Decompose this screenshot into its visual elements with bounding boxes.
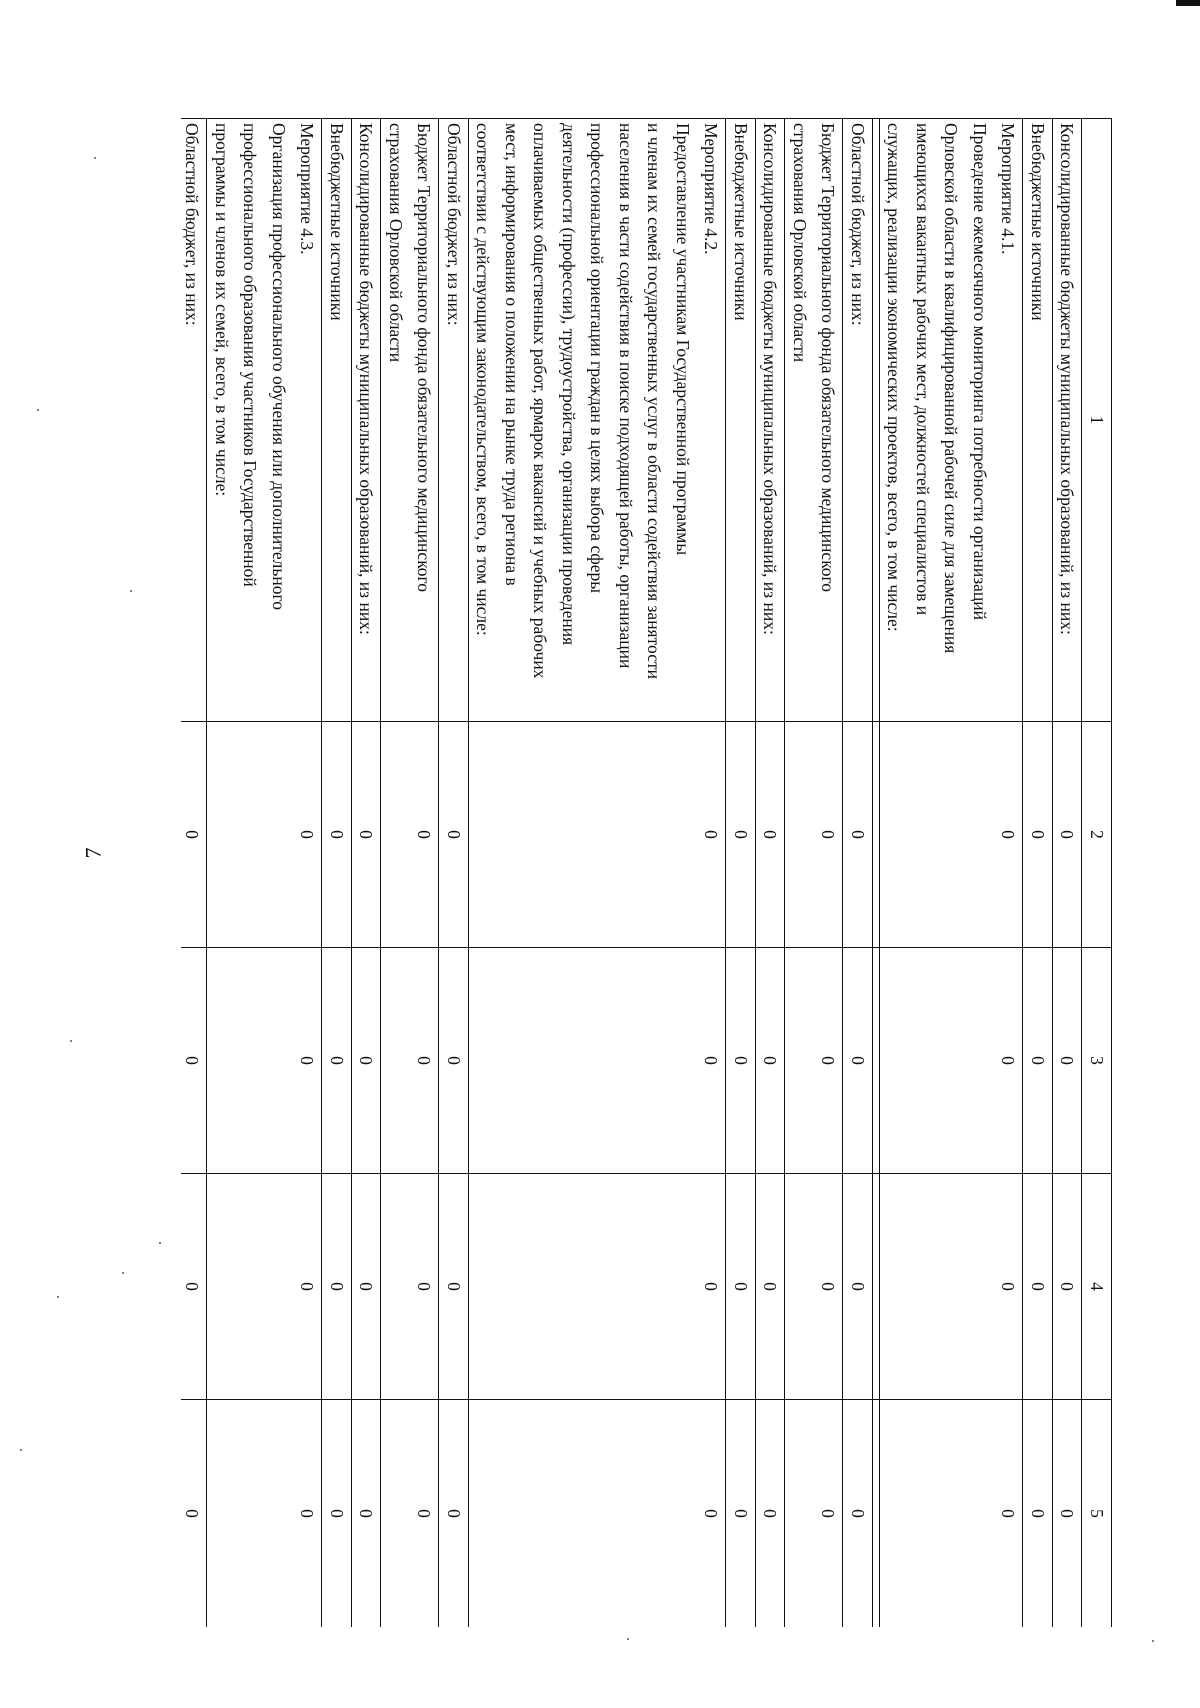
value-cell: 0: [1053, 948, 1083, 1174]
value-cell: 0: [439, 722, 469, 948]
value-cell: 0: [1023, 948, 1053, 1174]
value-cell: 0: [880, 1174, 1024, 1400]
value-cell: 0: [1053, 722, 1083, 948]
page-number: 7: [80, 847, 106, 859]
row-label-cell: [381, 119, 439, 722]
row-label-line: страхования Орловской области: [790, 123, 810, 363]
value-cell: 0: [207, 722, 322, 948]
value-cell: 0: [785, 948, 843, 1174]
gap-cell: [873, 948, 880, 1174]
value-cell: 0: [726, 948, 756, 1174]
row-label-line: Бюджет Территориального фонда обязательного медицинского: [414, 123, 435, 593]
scan-speck: [159, 1242, 161, 1244]
column-header: 1: [1082, 119, 1112, 722]
value-cell: 0: [469, 722, 727, 948]
column-header: 3: [1082, 948, 1112, 1174]
table-row: [880, 119, 1024, 1628]
value-cell: 0: [381, 1174, 439, 1400]
row-label-cell: [843, 119, 873, 722]
row-label-line: Мероприятие 4.3.: [297, 123, 318, 255]
row-label-line: Орловской области в квалифицированной рабочей силе для замещения: [941, 123, 962, 654]
row-label-cell: [1023, 119, 1053, 722]
row-label-cell: [785, 119, 843, 722]
table-row: [1023, 119, 1053, 1628]
row-label-line: Областной бюджет, из них:: [182, 123, 203, 326]
value-cell: 0: [181, 1400, 207, 1628]
row-label-cell: [726, 119, 756, 722]
value-cell: 0: [843, 722, 873, 948]
row-label-line: мест, информирования о положении на рынке труда региона в: [502, 123, 522, 586]
scan-speck: [20, 1449, 22, 1451]
value-cell: 0: [880, 1400, 1024, 1628]
table-row: [322, 119, 352, 1628]
value-cell: 0: [880, 722, 1024, 948]
value-cell: 0: [381, 1400, 439, 1628]
column-header: 5: [1082, 1400, 1112, 1628]
table-body: [181, 119, 1112, 1628]
table-row: [843, 119, 873, 1628]
scan-speck: [627, 1638, 629, 1640]
value-cell: 0: [843, 1174, 873, 1400]
table-row: [469, 119, 727, 1628]
value-cell: 0: [322, 948, 352, 1174]
value-cell: 0: [352, 1174, 382, 1400]
row-label-line: Внебюджетные источники: [1028, 123, 1048, 321]
row-label-cell: [322, 119, 352, 722]
value-cell: 0: [322, 1400, 352, 1628]
value-cell: 0: [756, 722, 786, 948]
value-cell: 0: [1023, 1400, 1053, 1628]
row-label-cell: [352, 119, 382, 722]
funding-table: [181, 118, 1112, 1627]
value-cell: 0: [181, 1174, 207, 1400]
rotated-table: [181, 118, 1112, 1627]
row-label-line: оплачиваемых общественных работ, ярмарок вакансий и учебных рабочих: [530, 123, 551, 679]
value-cell: 0: [352, 948, 382, 1174]
row-label-line: Консолидированные бюджеты муниципальных образований, из них:: [760, 123, 781, 635]
value-cell: 0: [352, 722, 382, 948]
value-cell: 0: [785, 1174, 843, 1400]
table-row: [207, 119, 322, 1628]
value-cell: 0: [469, 1400, 727, 1628]
scan-corner-mark: [1176, 0, 1200, 6]
value-cell: 0: [181, 948, 207, 1174]
value-cell: 0: [726, 1400, 756, 1628]
row-label-line: соответствии с действующим законодательством, всего, в том числе:: [473, 123, 494, 636]
row-label-line: деятельности (профессии), трудоустройства, организации проведения: [559, 123, 579, 646]
value-cell: 0: [381, 722, 439, 948]
value-cell: 0: [469, 948, 727, 1174]
row-label-line: Мероприятие 4.2.: [701, 123, 722, 255]
table-row: [785, 119, 843, 1628]
gap-cell: [873, 1174, 880, 1400]
row-label-line: Проведение ежемесячного мониторинга потребности организаций: [970, 123, 990, 620]
table-row: [381, 119, 439, 1628]
row-label-line: Консолидированные бюджеты муниципальных образований, из них:: [1057, 123, 1078, 635]
row-label-cell: [880, 119, 1024, 722]
row-label-cell: [181, 119, 207, 722]
row-label-line: Мероприятие 4.1.: [998, 123, 1019, 255]
value-cell: 0: [469, 1174, 727, 1400]
value-cell: 0: [352, 1400, 382, 1628]
gap-cell: [873, 1400, 880, 1628]
gap-cell: [873, 722, 880, 948]
row-label-cell: [756, 119, 786, 722]
value-cell: 0: [207, 1400, 322, 1628]
value-cell: 0: [880, 948, 1024, 1174]
row-label-cell: [1053, 119, 1083, 722]
table-row: [439, 119, 469, 1628]
row-label-line: имеющихся вакантных рабочих мест, должностей специалистов и: [913, 123, 933, 616]
scan-speck: [1152, 1640, 1154, 1642]
row-label-line: Внебюджетные источники: [327, 123, 347, 321]
row-label-line: и членам их семей государственных услуг в области содействия занятости: [644, 123, 665, 679]
row-label-line: Консолидированные бюджеты муниципальных образований, из них:: [356, 123, 377, 635]
table-header-row: [1082, 119, 1112, 1628]
value-cell: 0: [785, 1400, 843, 1628]
row-label-cell: [207, 119, 322, 722]
row-label-line: служащих, реализации экономических проектов, всего, в том числе:: [884, 123, 905, 632]
value-cell: 0: [1023, 722, 1053, 948]
scan-speck: [94, 157, 96, 159]
row-label-line: профессионального образования участников Государственной: [240, 123, 261, 587]
row-label-line: Организация профессионального обучения или дополнительного: [269, 123, 289, 610]
value-cell: 0: [322, 1174, 352, 1400]
value-cell: 0: [756, 1400, 786, 1628]
gap-cell: [873, 119, 880, 722]
scan-speck: [130, 590, 132, 592]
value-cell: 0: [1023, 1174, 1053, 1400]
value-cell: 0: [726, 1174, 756, 1400]
value-cell: 0: [1053, 1400, 1083, 1628]
scan-speck: [122, 1272, 124, 1274]
row-label-line: Областной бюджет, из них:: [848, 123, 868, 326]
row-label-cell: [469, 119, 727, 722]
row-label-line: Бюджет Территориального фонда обязательного медицинского: [818, 123, 839, 593]
table-row: [1053, 119, 1083, 1628]
table-gap-row: [873, 119, 880, 1628]
table-container: [181, 118, 1112, 1627]
value-cell: 0: [726, 722, 756, 948]
value-cell: 0: [439, 1400, 469, 1628]
scan-speck: [37, 409, 39, 411]
value-cell: 0: [322, 722, 352, 948]
value-cell: 0: [181, 722, 207, 948]
value-cell: 0: [381, 948, 439, 1174]
row-label-line: профессиональной ориентации граждан в целях выбора сферы: [587, 123, 608, 594]
row-label-line: страхования Орловской области: [386, 123, 406, 363]
row-label-line: Областной бюджет, из них:: [444, 123, 464, 326]
scan-speck: [70, 1040, 72, 1042]
value-cell: 0: [843, 948, 873, 1174]
table-row: [181, 119, 207, 1628]
value-cell: 0: [843, 1400, 873, 1628]
value-cell: 0: [1053, 1174, 1083, 1400]
value-cell: 0: [756, 1174, 786, 1400]
value-cell: 0: [207, 1174, 322, 1400]
row-label-cell: [439, 119, 469, 722]
row-label-line: населения в части содействия в поиске подходящей работы, организации: [616, 123, 636, 669]
row-label-line: Предоставление участникам Государственной программы: [673, 123, 693, 556]
row-label-line: программы и членов их семей, всего, в том числе:: [212, 123, 232, 497]
scan-speck: [57, 1296, 59, 1298]
table-row: [726, 119, 756, 1628]
column-header: 2: [1082, 722, 1112, 948]
table-row: [756, 119, 786, 1628]
value-cell: 0: [785, 722, 843, 948]
value-cell: 0: [439, 1174, 469, 1400]
table-row: [352, 119, 382, 1628]
column-header: 4: [1082, 1174, 1112, 1400]
value-cell: 0: [756, 948, 786, 1174]
value-cell: 0: [207, 948, 322, 1174]
value-cell: 0: [439, 948, 469, 1174]
row-label-line: Внебюджетные источники: [731, 123, 751, 321]
